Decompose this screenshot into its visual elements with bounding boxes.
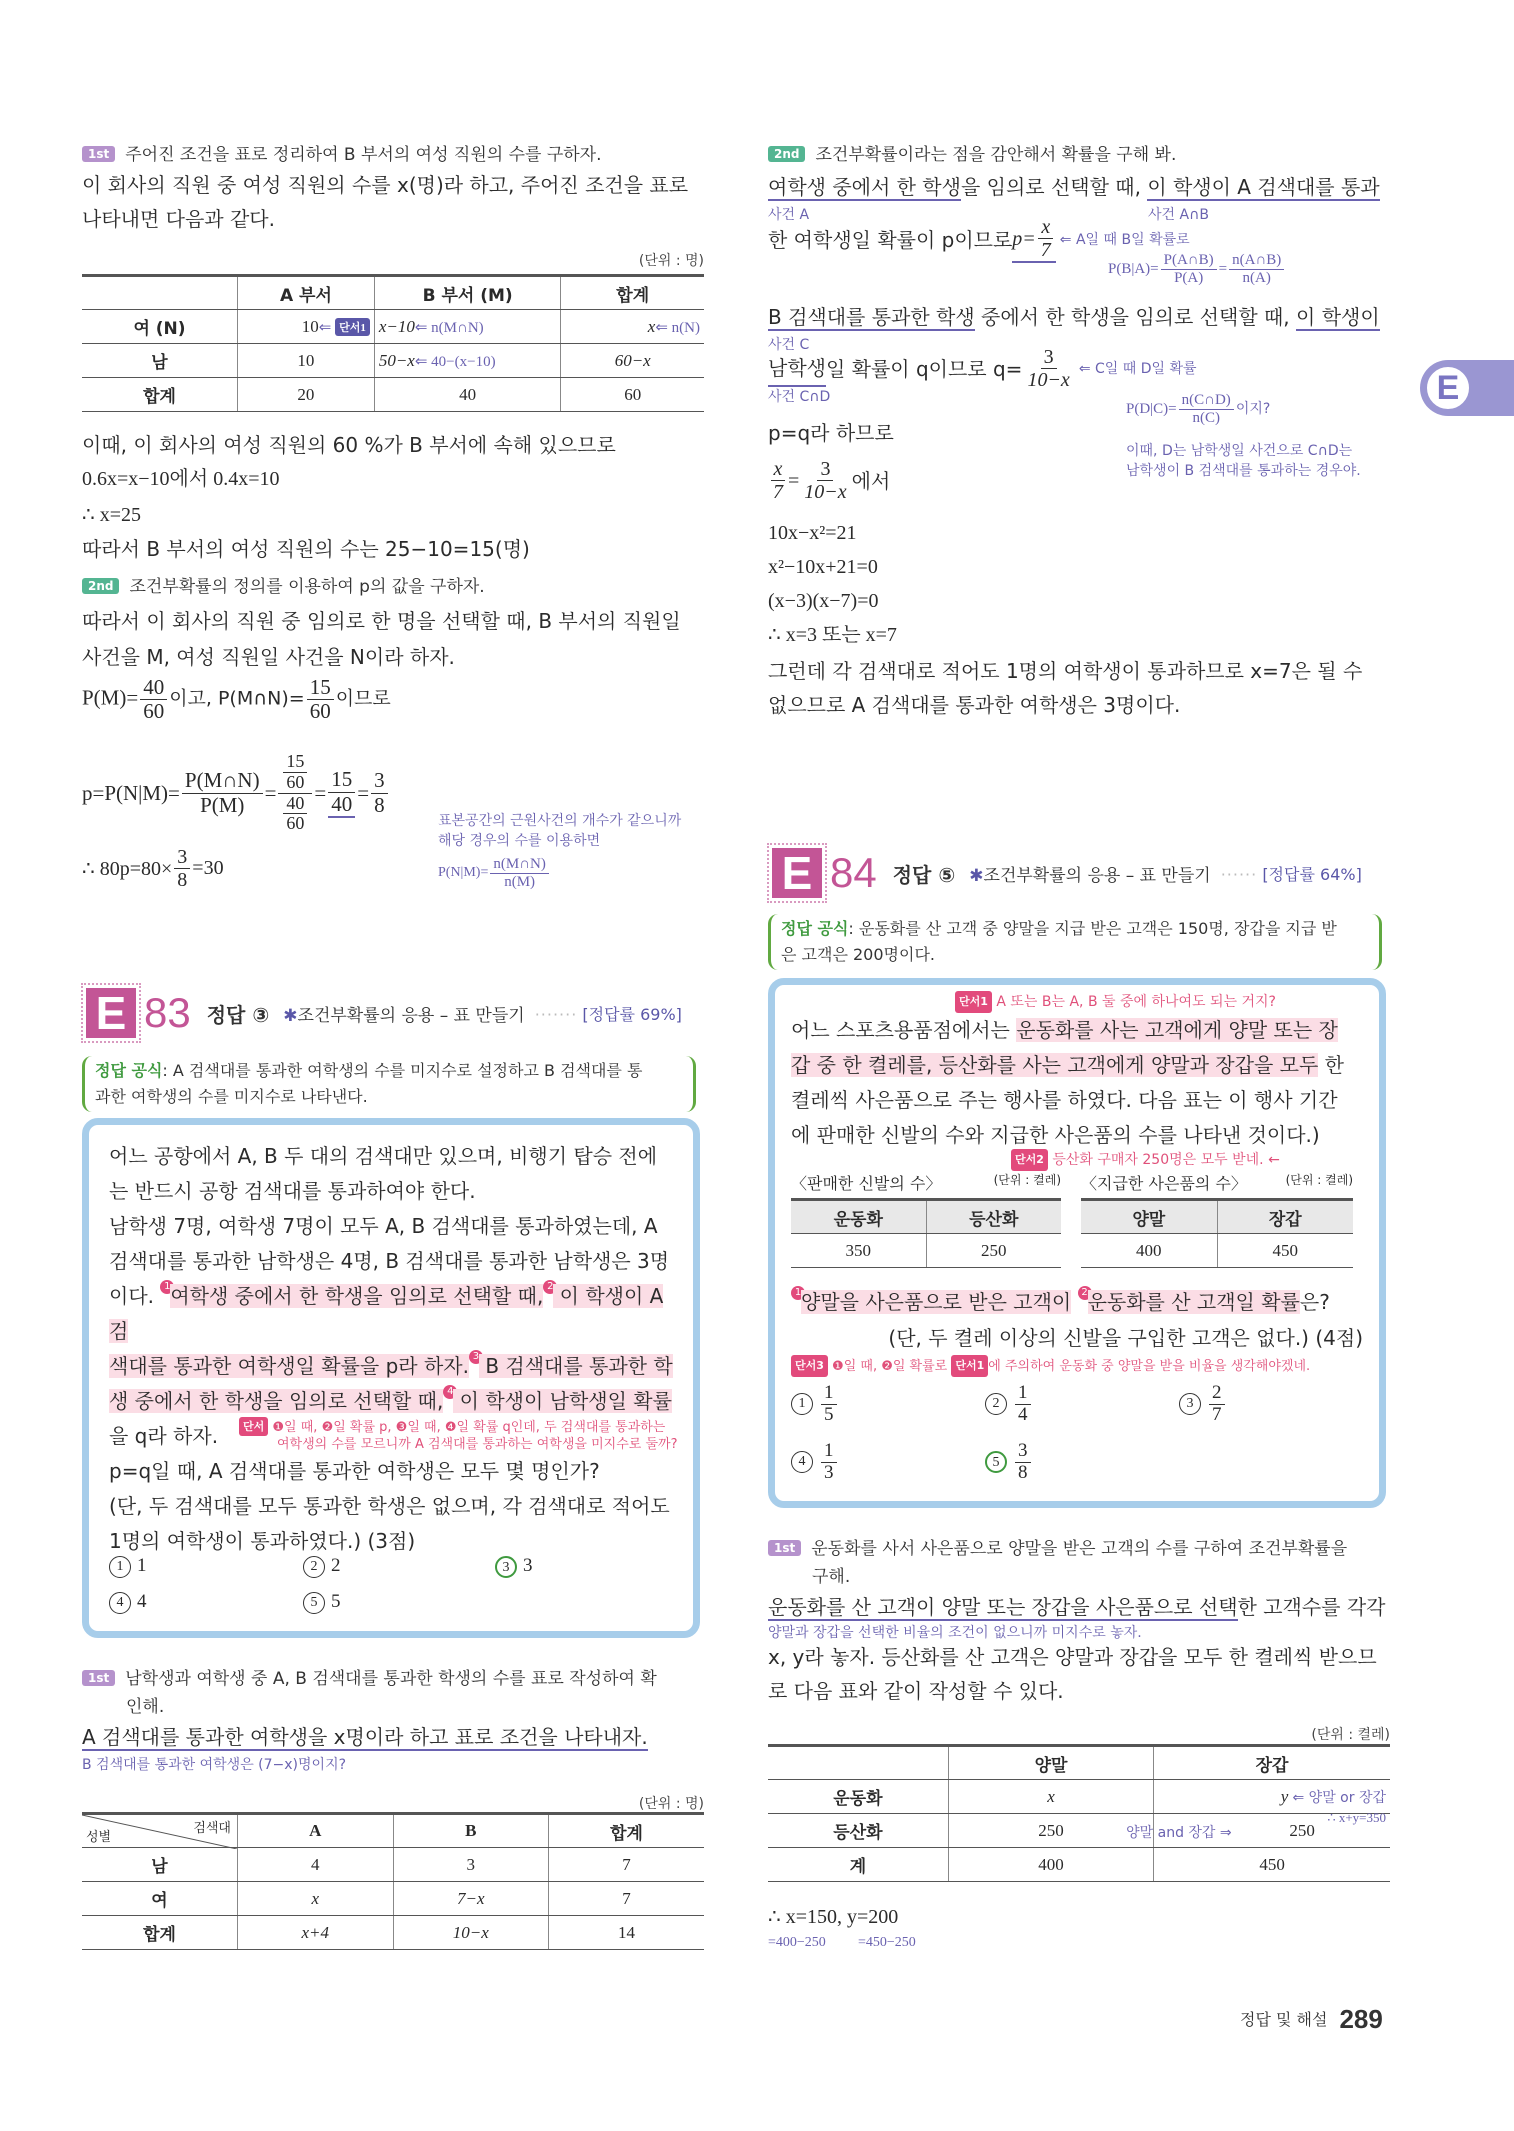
p-formula: p=P(N|M)= $\frac{P(M\cap N)}{P(M)}$ = $\frac{\frac{15}{60}}{\frac{40}{60}}$ = $\frac{15}{40}$ = $\frac{3}{8}$ [82, 738, 390, 848]
choice-3-correct[interactable]: 3 3 [495, 1555, 533, 1578]
star-icon: ✱ [283, 1005, 298, 1026]
step1-heading [82, 140, 601, 165]
clue-badge: 단서1 [335, 318, 370, 336]
row-label: 합계 [82, 378, 238, 412]
table-row: 여 x 7−x 7 [82, 1882, 704, 1916]
table-header: 합계 [561, 276, 704, 310]
event-label: 사건 C [768, 337, 810, 353]
choice-4[interactable]: 4 4 [109, 1591, 147, 1614]
table-cell: x−10⇐ n(M∩N) [374, 310, 561, 344]
event-label: 사건 A∩B [1148, 207, 1209, 223]
section-e-badge: E [86, 988, 136, 1038]
page-footer [1240, 2004, 1383, 2035]
marker-2-icon: 2 [1078, 1286, 1092, 1300]
step2-line2: 사건을 M, 여성 직원일 사건을 N이라 하자. [82, 645, 455, 669]
unit-label: (단위 : 명) [638, 253, 704, 269]
step2-heading [82, 572, 485, 597]
table-cell: 50−x⇐ 40−(x−10) [374, 344, 561, 378]
after-line: 따라서 B 부서의 여성 직원의 수는 25−10=15(명) [82, 537, 530, 561]
pdc-note: 이때, D는 남학생일 사건으로 C∩D는 [1126, 443, 1353, 459]
sol83-step1-heading: 1st 남학생과 여학생 중 A, B 검색대를 통과한 학생의 수를 표로 작성하여 확 [82, 1664, 657, 1689]
eq-line: ∴ x=3 또는 x=7 [768, 624, 897, 646]
footer-label: 정답 및 해설 [1240, 2010, 1328, 2029]
after-line: ∴ x=25 [82, 504, 142, 526]
table-row: 합계 x+4 10−x 14 [82, 1916, 704, 1950]
clue3-note: 단서3 ❶일 때, ❷일 확률로 단서1 에 주의하여 운동화 중 양말을 받을 비율을 생각해야겠네. [791, 1355, 1310, 1377]
problem-number: 84 [830, 849, 877, 896]
table-row: 운동화 x y ⇐ 양말 or 장갑 [768, 1780, 1390, 1814]
correct-rate: ······· [정답률 69%] [534, 1004, 682, 1024]
table-row: 남 4 3 7 [82, 1848, 704, 1882]
row-label: 남 [82, 344, 238, 378]
dept-table [82, 274, 704, 412]
answer-formula-box: 정답 공식: A 검색대를 통과한 여학생의 수를 미지수로 설정하고 B 검색대를 통 과한 여학생의 수를 미지수로 나타낸다. [82, 1056, 696, 1112]
table-row [82, 344, 704, 378]
pdc-formula: P(D|C)= $\frac{n(C\cap D)}{n(C)}$ 이지? [1126, 392, 1271, 426]
p-equation-line: 한 여학생일 확률이 p이므로 p= $\frac{x}{7}$ ⇐ A일 때 B일 확률로 [768, 216, 1190, 261]
clue1-note: 단서1 A 또는 B는 A, B 둘 중에 하나여도 되는 거지? [955, 991, 1276, 1013]
table-row [82, 310, 704, 344]
table-header: A [238, 1814, 394, 1848]
sol83-note: B 검색대를 통과한 여학생은 (7−x)명이지? [82, 1757, 347, 1773]
table-header: A 부서 [238, 276, 375, 310]
choice-5[interactable]: 5 5 [303, 1591, 341, 1614]
conclusion-line: 그런데 각 검색대로 적어도 1명의 여학생이 통과하므로 x=7은 될 수 [768, 659, 1363, 683]
q-equation-line: 남학생 일 확률이 q이므로 q= $\frac{3}{10-x}$ ⇐ C일 때 D일 확률 [768, 346, 1197, 391]
sol-line: B 검색대를 통과한 학생 중에서 한 학생을 임의로 선택할 때, 이 학생이 [768, 305, 1380, 329]
step-badge-1st: 1st [82, 146, 115, 162]
row-label: 여 (N) [82, 310, 238, 344]
event-label: 사건 C∩D [768, 389, 831, 405]
step-badge-2nd: 2nd [768, 146, 805, 162]
unit-label: (단위 : 명) [638, 1796, 704, 1812]
result-note: =450−250 [858, 1935, 916, 1950]
problem-number: 83 [144, 989, 191, 1036]
choice-1[interactable]: 1 1 [109, 1555, 147, 1578]
note-sample-space-2: 해당 경우의 수를 이용하면 [438, 833, 601, 849]
result-note: =400−250 [768, 1935, 826, 1950]
sol83-line: A 검색대를 통과한 여학생을 x명이라 하고 표로 조건을 나타내자. [82, 1725, 648, 1749]
choice-2[interactable]: 2 $\frac{1}{4}$ [985, 1383, 1033, 1426]
topic-label: ✱조건부확률의 응용 – 표 만들기 [283, 1005, 525, 1026]
choice-4[interactable]: 4 $\frac{1}{3}$ [791, 1441, 839, 1484]
marker-2-icon: 2 [543, 1280, 557, 1294]
eq-line: 10x−x²=21 [768, 522, 857, 544]
eq-line: (x−3)(x−7)=0 [768, 590, 879, 612]
chapter-tab[interactable] [1420, 360, 1514, 416]
unit-label: (단위 : 켤레) [1311, 1727, 1390, 1743]
table-header: B [393, 1814, 549, 1848]
after-line: 0.6x=x−10에서 0.4x=10 [82, 468, 280, 490]
sol-line: x, y라 놓자. 등산화를 산 고객은 양말과 장갑을 모두 한 켤레씩 받으므 [768, 1645, 1377, 1669]
marker-3-icon: 3 [469, 1350, 483, 1364]
table-cell: x⇐ n(N) [561, 310, 704, 344]
marker-1-icon: 1 [160, 1280, 174, 1294]
table-cell: 40 [374, 378, 561, 412]
table-cell: 60−x [561, 344, 704, 378]
problem-text: 어느 공항에서 A, B 두 대의 검색대만 있으며, 비행기 탑승 전에 는 반드시 공항 검색대를 통과하여야 한다. 남학생 7명, 여학생 7명이 모두 A, B 검색대를 통과하였는데, A 검색대를 통과한 남학생은 4명, B 검색대를 통과한 남학생은 3명 이다. 1여학생 중에서 한 학생을 임의로 선택할 때, 2 이 학생이 A 검 색대를 통과한 여학생일 확률을 p라 하자. 3 B 검색대를 통과한 학 생 중에서 한 학생을 임의로 선택할 때, 4 이 학생이 남학생일 확률 을 q라 하자. 단서 ❶일 때, ❷일 확률 p, ❸일 때, ❹일 확률 q인데, 두 검색대를 통과하는 여학생의 수를 모르니까 A 검색대를 통과하는 여학생을 미지수로 둘까? p=q일 때, A 검색대를 통과한 여학생은 모두 몇 명인가? (단, 두 검색대를 모두 통과한 학생은 없으며, 각 검색대로 적어도 1명의 여학생이 통과하였다.) (3점) [109, 1144, 678, 1553]
star-icon: ✱ [969, 865, 984, 886]
sol84-step1-heading-2: 구해. [812, 1567, 851, 1587]
problem83-box [82, 1118, 700, 1638]
step2-title: 조건부확률의 정의를 이용하여 p의 값을 구하자. [129, 577, 485, 597]
after-line: 이때, 이 회사의 여성 직원의 60 %가 B 부서에 속해 있으므로 [82, 433, 616, 457]
step1-title: 주어진 조건을 표로 정리하여 B 부서의 여성 직원의 수를 구하자. [125, 145, 602, 165]
corner-cell: 검색대 성별 [82, 1814, 238, 1848]
page-number: 289 [1339, 2004, 1383, 2034]
note-formula: P(N|M)= $\frac{n(M\cap N)}{n(M)}$ [438, 856, 551, 890]
problem84-header [772, 848, 1362, 898]
step1-line1: 이 회사의 직원 중 여성 직원의 수를 x(명)라 하고, 주어진 조건을 표로 [82, 173, 689, 197]
answer-label: 정답 ③ [206, 1002, 270, 1027]
eq-line: x²−10x+21=0 [768, 556, 878, 578]
step-badge-2nd: 2nd [82, 578, 119, 594]
choice-2[interactable]: 2 2 [303, 1555, 341, 1578]
choice-1[interactable]: 1 $\frac{1}{5}$ [791, 1383, 839, 1426]
answer-formula-box: 정답 공식: 운동화를 산 고객 중 양말을 지급 받은 고객은 150명, 장갑을 지급 받 은 고객은 200명이다. [768, 914, 1382, 970]
marker-4-icon: 4 [443, 1385, 457, 1399]
sol-note: 양말과 장갑을 선택한 비율의 조건이 없으니까 미지수로 놓자. [768, 1625, 1142, 1641]
note-sample-space: 표본공간의 근원사건의 개수가 같으니까 [438, 813, 682, 829]
gifts-table: 〈지급한 사은품의 수〉 (단위 : 켤레) 양말 장갑 400 450 [1081, 1171, 1353, 1268]
section-e-badge: E [772, 848, 822, 898]
table-cell: 20 [238, 378, 375, 412]
pba-formula: P(B|A)= $\frac{P(A\cap B)}{P(A)}$ = $\frac{n(A\cap B)}{n(A)}$ [1108, 252, 1286, 286]
question-line: 1양말을 사은품으로 받은 고객이 2운동화를 산 고객일 확률은? [791, 1285, 1330, 1319]
clue2-note: 단서2 등산화 구매자 250명은 모두 받네. ← [1011, 1149, 1280, 1171]
table-row [82, 378, 704, 412]
final-80p: ∴ 80p=80× $\frac{3}{8}$ =30 [82, 846, 224, 891]
answer-label: 정답 ⑤ [892, 862, 956, 887]
pdc-note: 남학생이 B 검색대를 통과하는 경우야. [1126, 463, 1361, 479]
pm-line: P(M)= $\frac{40}{60}$ 이고, P(M∩N)= $\frac{15}{60}$ 이므로 [82, 675, 391, 724]
table-cell: 10⇐ 단서1 [238, 310, 375, 344]
step1-line2: 나타내면 다음과 같다. [82, 207, 275, 231]
topic-label: ✱조건부확률의 응용 – 표 만들기 [969, 865, 1211, 886]
problem-text: 어느 스포츠용품점에서는 운동화를 사는 고객에게 양말 또는 장 갑 중 한 켤레를, 등산화를 사는 고객에게 양말과 장갑을 모두 한 켤레씩 사은품으로 주는 행사를 하였다. 다음 표는 이 행사 기간 에 판매한 신발의 수와 지급한 사은품의 수를 나타낸 것이다.) [791, 1018, 1344, 1147]
problem84-box [768, 978, 1386, 1508]
sol-line: 여학생 중에서 한 학생을 임의로 선택할 때, 이 학생이 A 검색대를 통과 [768, 175, 1380, 199]
table-row: 등산화 250 양말 and 장갑 ⇒ 250 ∴ x+y=350 [768, 1814, 1390, 1848]
choice-3[interactable]: 3 $\frac{2}{7}$ [1179, 1383, 1227, 1426]
step2-line1: 따라서 이 회사의 직원 중 임의로 한 명을 선택할 때, B 부서의 직원일 [82, 609, 681, 633]
problem83-header [86, 988, 682, 1038]
correct-rate: ······ [정답률 64%] [1220, 864, 1362, 884]
step-badge-1st: 1st [82, 1670, 115, 1686]
clue-note: 단서 ❶일 때, ❷일 확률 p, ❸일 때, ❹일 확률 q인데, 두 검색대를 통과하는 여학생의 수를 모르니까 A 검색대를 통과하는 여학생을 미지수로 둘까? [239, 1417, 677, 1453]
event-label: 사건 A [768, 207, 810, 223]
step-badge-1st: 1st [768, 1540, 801, 1556]
sol84-step1-heading: 1st 운동화를 사서 사은품으로 양말을 받은 고객의 수를 구하여 조건부확률을 [768, 1534, 1347, 1559]
eq-line: $\frac{x}{7}$ = $\frac{3}{10-x}$ 에서 [768, 458, 890, 503]
table-header: 합계 [549, 1814, 705, 1848]
sol83-step2-heading: 2nd 조건부확률이라는 점을 감안해서 확률을 구해 봐. [768, 140, 1176, 165]
table-cell: 60 [561, 378, 704, 412]
choice-5-correct[interactable]: 5 $\frac{3}{8}$ [985, 1441, 1033, 1484]
conclusion-line: 없으므로 A 검색대를 통과한 여학생은 3명이다. [768, 693, 1181, 717]
table-header-empty [82, 276, 238, 310]
gift-table: 양말 장갑 운동화 x y ⇐ 양말 or 장갑 등산화 250 양말 and 장갑 ⇒ 250 ∴ x+y=350 계 400 450 [768, 1744, 1390, 1882]
sol-line: 로 다음 표와 같이 작성할 수 있다. [768, 1679, 1064, 1703]
sol83-step1-heading-2: 인해. [126, 1697, 165, 1717]
table-row: 계 400 450 [768, 1848, 1390, 1882]
chapter-letter-icon: E [1424, 364, 1472, 412]
result-line: ∴ x=150, y=200 [768, 1906, 899, 1928]
shoes-table: 〈판매한 신발의 수〉 (단위 : 켤레) 운동화 등산화 350 250 [791, 1171, 1061, 1268]
table-cell: 10 [238, 344, 375, 378]
table-header: B 부서 (M) [374, 276, 561, 310]
sol-line: p=q라 하므로 [768, 421, 894, 445]
condition-line: (단, 두 켤레 이상의 신발을 구입한 고객은 없다.) (4점) [888, 1326, 1363, 1350]
gate-table [82, 1812, 704, 1950]
marker-1-icon: 1 [791, 1286, 805, 1300]
sol-line: 운동화를 산 고객이 양말 또는 장갑을 사은품으로 선택한 고객수를 각각 [768, 1595, 1386, 1619]
